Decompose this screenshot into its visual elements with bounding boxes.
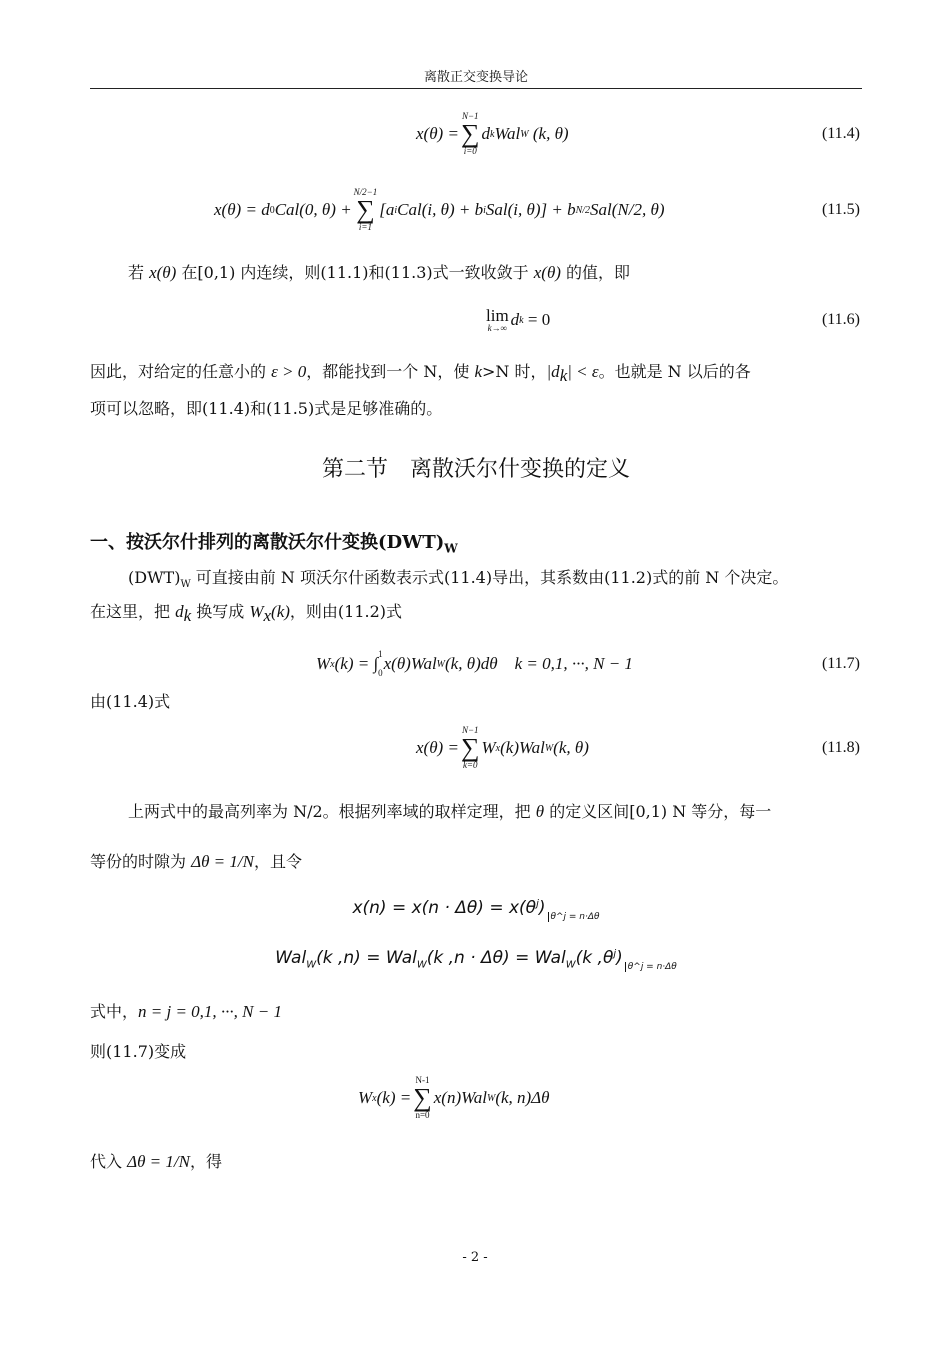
text: 的值，即 bbox=[560, 263, 631, 282]
eq-text: x(n) = x(n · Δθ) = x(θ bbox=[352, 898, 537, 918]
integral-bounds bbox=[378, 650, 383, 678]
eq-text: (k, θ)dθ bbox=[445, 654, 498, 673]
eq-condition: k = 0,1, ···, N − 1 bbox=[514, 654, 633, 673]
paragraph-sampling bbox=[90, 800, 862, 824]
equation-sample-wal bbox=[90, 948, 862, 972]
eq-text: (k) = ∫ bbox=[334, 654, 379, 673]
eq-sub: k bbox=[490, 128, 495, 140]
eq-text: (k ,n) = Wal bbox=[316, 948, 417, 968]
text: 在这里，把 bbox=[90, 602, 176, 621]
eq-sub: W bbox=[416, 959, 427, 971]
eq-text: Cal(i, θ) + b bbox=[397, 200, 484, 219]
text: 代入 bbox=[90, 1152, 128, 1171]
eq-text: Sal(N/2, θ) bbox=[590, 200, 665, 219]
sum-upper: N−1 bbox=[461, 725, 479, 735]
paragraph-where bbox=[90, 1000, 862, 1024]
paragraph-continuity bbox=[90, 261, 862, 285]
section-title: 第二节 离散沃尔什变换的定义 bbox=[321, 457, 630, 482]
lim-under: k→∞ bbox=[487, 323, 508, 333]
equation-11-8 bbox=[90, 718, 862, 778]
eq-text: ) bbox=[616, 948, 623, 968]
math-inline: θ bbox=[535, 802, 545, 821]
eq-sub: x bbox=[495, 742, 501, 754]
equation-11-4 bbox=[90, 104, 862, 164]
eq-sup: j bbox=[536, 898, 539, 910]
text-sub: W bbox=[180, 579, 191, 591]
eq-text: d bbox=[481, 124, 490, 143]
equation-number: (11.4) bbox=[821, 125, 860, 142]
eq-text: W bbox=[316, 654, 331, 673]
eq-text: ) bbox=[538, 898, 546, 918]
paragraph-dwt-intro bbox=[90, 566, 862, 597]
text: 若 bbox=[128, 263, 150, 282]
equation-number: (11.8) bbox=[821, 739, 860, 756]
math-inline: (k) bbox=[271, 602, 290, 621]
header-rule bbox=[90, 88, 862, 89]
text: 可直接由前 N 项沃尔什函数表示式(11.4)导出，其系数由(11.2)式的前 N 个决定。 bbox=[190, 568, 789, 587]
text: 式中， bbox=[90, 1002, 139, 1021]
eq-text: x(n)Wal bbox=[433, 1088, 487, 1107]
text: (DWT) bbox=[128, 568, 181, 587]
math-inline: x(θ) bbox=[149, 263, 177, 282]
eq-text: (k, θ) bbox=[532, 124, 569, 143]
math-inline: k bbox=[474, 362, 482, 381]
eq-text: [a bbox=[379, 200, 395, 219]
equation-11-7 bbox=[90, 634, 862, 694]
int-lower: 0 bbox=[378, 668, 383, 678]
paragraph-becomes: 则(11.7)变成 bbox=[90, 1042, 187, 1061]
eq-text: W bbox=[358, 1088, 373, 1107]
math-sub: k bbox=[183, 606, 192, 626]
math-inline: x(θ) bbox=[533, 263, 561, 282]
text: ，则由(11.2)式 bbox=[289, 602, 403, 621]
text: 上两式中的最高列率为 N/2。根据列率域的取样定理，把 bbox=[128, 802, 536, 821]
equation-11-6 bbox=[90, 290, 862, 350]
sum-lower: k=0 bbox=[462, 760, 478, 770]
paragraph-substitute bbox=[90, 1150, 862, 1174]
text: ，都能找到一个 N，使 bbox=[306, 362, 475, 381]
eq-sub: N/2 bbox=[575, 204, 591, 216]
eq-text: Sal(i, θ)] + b bbox=[485, 200, 576, 219]
math-inline: W bbox=[249, 602, 264, 621]
sum-upper: N−1 bbox=[461, 111, 479, 121]
eq-sub: i bbox=[394, 204, 398, 216]
text: 在[0,1) 内连续，则(11.1)和(11.3)式一致收敛于 bbox=[176, 263, 534, 282]
paragraph-rename bbox=[90, 600, 862, 628]
limit bbox=[486, 307, 509, 333]
text: 的定义区间[0,1) N 等分，每一 bbox=[544, 802, 772, 821]
eq-sub: W bbox=[436, 658, 446, 670]
eq-text: Cal(0, θ) + bbox=[274, 200, 352, 219]
text: ，得 bbox=[189, 1152, 222, 1171]
math-inline: n = j = 0,1, ···, N − 1 bbox=[138, 1002, 282, 1021]
eq-text: (k) = bbox=[376, 1088, 412, 1107]
summation: N/2−1 ∑ i=1 bbox=[353, 187, 378, 232]
paragraph-epsilon bbox=[90, 360, 862, 388]
subsection-title bbox=[90, 528, 458, 556]
math-inline: ε > 0 bbox=[271, 362, 307, 381]
text: ，且令 bbox=[253, 852, 302, 871]
equation-discrete-sum bbox=[90, 1068, 862, 1128]
sum-upper: N/2−1 bbox=[353, 187, 378, 197]
eq-sub: k bbox=[519, 314, 524, 326]
sum-upper: N-1 bbox=[415, 1075, 430, 1085]
sum-lower: i=1 bbox=[358, 222, 372, 232]
text: >N 时， bbox=[482, 362, 547, 381]
text: 换写成 bbox=[191, 602, 250, 621]
text: 一、按沃尔什排列的离散沃尔什变换(DWT) bbox=[90, 532, 445, 553]
sum-lower: i=0 bbox=[463, 146, 477, 156]
int-upper: 1 bbox=[378, 649, 383, 659]
paragraph-neglect: 项可以忽略，即(11.4)和(11.5)式是足够准确的。 bbox=[90, 399, 443, 418]
eq-text: x(θ) = bbox=[416, 738, 459, 757]
math-inline: | < ε bbox=[567, 362, 599, 381]
math-inline: Δθ = 1/N bbox=[191, 852, 254, 871]
text-sub: W bbox=[444, 541, 458, 556]
equation-sample-x bbox=[90, 898, 862, 922]
paragraph-interval bbox=[90, 850, 862, 874]
eq-eval: θ^j = n·Δθ bbox=[548, 912, 600, 922]
summation: N−1 ∑ i=0 bbox=[460, 111, 480, 156]
equation-11-5 bbox=[90, 180, 862, 240]
equation-number: (11.7) bbox=[821, 655, 860, 672]
math-inline: Δθ = 1/N bbox=[127, 1152, 190, 1171]
lim-word: lim bbox=[486, 306, 509, 325]
eq-text: (k ,θ bbox=[575, 948, 614, 968]
text: 因此，对给定的任意小的 bbox=[90, 362, 272, 381]
running-header: 离散正交变换导论 bbox=[423, 70, 528, 85]
eq-sub: W bbox=[306, 959, 317, 971]
eq-text: x(θ) = bbox=[416, 124, 459, 143]
eq-text: d bbox=[510, 310, 520, 329]
eq-sub: 0 bbox=[269, 204, 275, 216]
eq-sub: W bbox=[520, 128, 529, 140]
paragraph-from-11-4: 由(11.4)式 bbox=[90, 692, 171, 711]
eq-text: (k, n)Δθ bbox=[495, 1088, 550, 1107]
eq-sub: i bbox=[483, 204, 486, 216]
equation-number: (11.6) bbox=[821, 311, 860, 328]
math-inline: d bbox=[175, 602, 184, 621]
eq-text: x(θ) = d bbox=[214, 200, 270, 219]
eq-eval: θ^j = n·Δθ bbox=[625, 962, 677, 972]
text: 。也就是 N 以后的各 bbox=[598, 362, 751, 381]
math-inline: |d bbox=[546, 362, 560, 381]
math-sub: k bbox=[559, 366, 568, 386]
eq-text: W bbox=[481, 738, 496, 757]
equation-number: (11.5) bbox=[821, 201, 860, 218]
eq-text: Wal bbox=[275, 948, 307, 968]
eq-sub: x bbox=[330, 658, 335, 670]
eq-text: (k, θ) bbox=[553, 738, 589, 757]
eq-sub: W bbox=[544, 742, 554, 754]
text: 等份的时隙为 bbox=[90, 852, 192, 871]
eq-sub: x bbox=[372, 1092, 377, 1104]
summation: N-1 ∑ n=0 bbox=[413, 1075, 432, 1120]
page-number: - 2 - bbox=[462, 1250, 488, 1265]
math-sub: x bbox=[263, 606, 272, 626]
sum-lower: n=0 bbox=[415, 1110, 430, 1120]
eq-sub: W bbox=[486, 1092, 496, 1104]
eq-text: (k)Wal bbox=[500, 738, 545, 757]
eq-text: = 0 bbox=[527, 310, 551, 329]
eq-text: Wal bbox=[494, 124, 521, 143]
eq-text: (k ,n · Δθ) = Wal bbox=[426, 948, 566, 968]
summation: N−1 ∑ k=0 bbox=[460, 725, 480, 770]
eq-text: x(θ)Wal bbox=[383, 654, 437, 673]
eq-sub: W bbox=[565, 959, 576, 971]
eq-sup: j bbox=[613, 948, 617, 960]
